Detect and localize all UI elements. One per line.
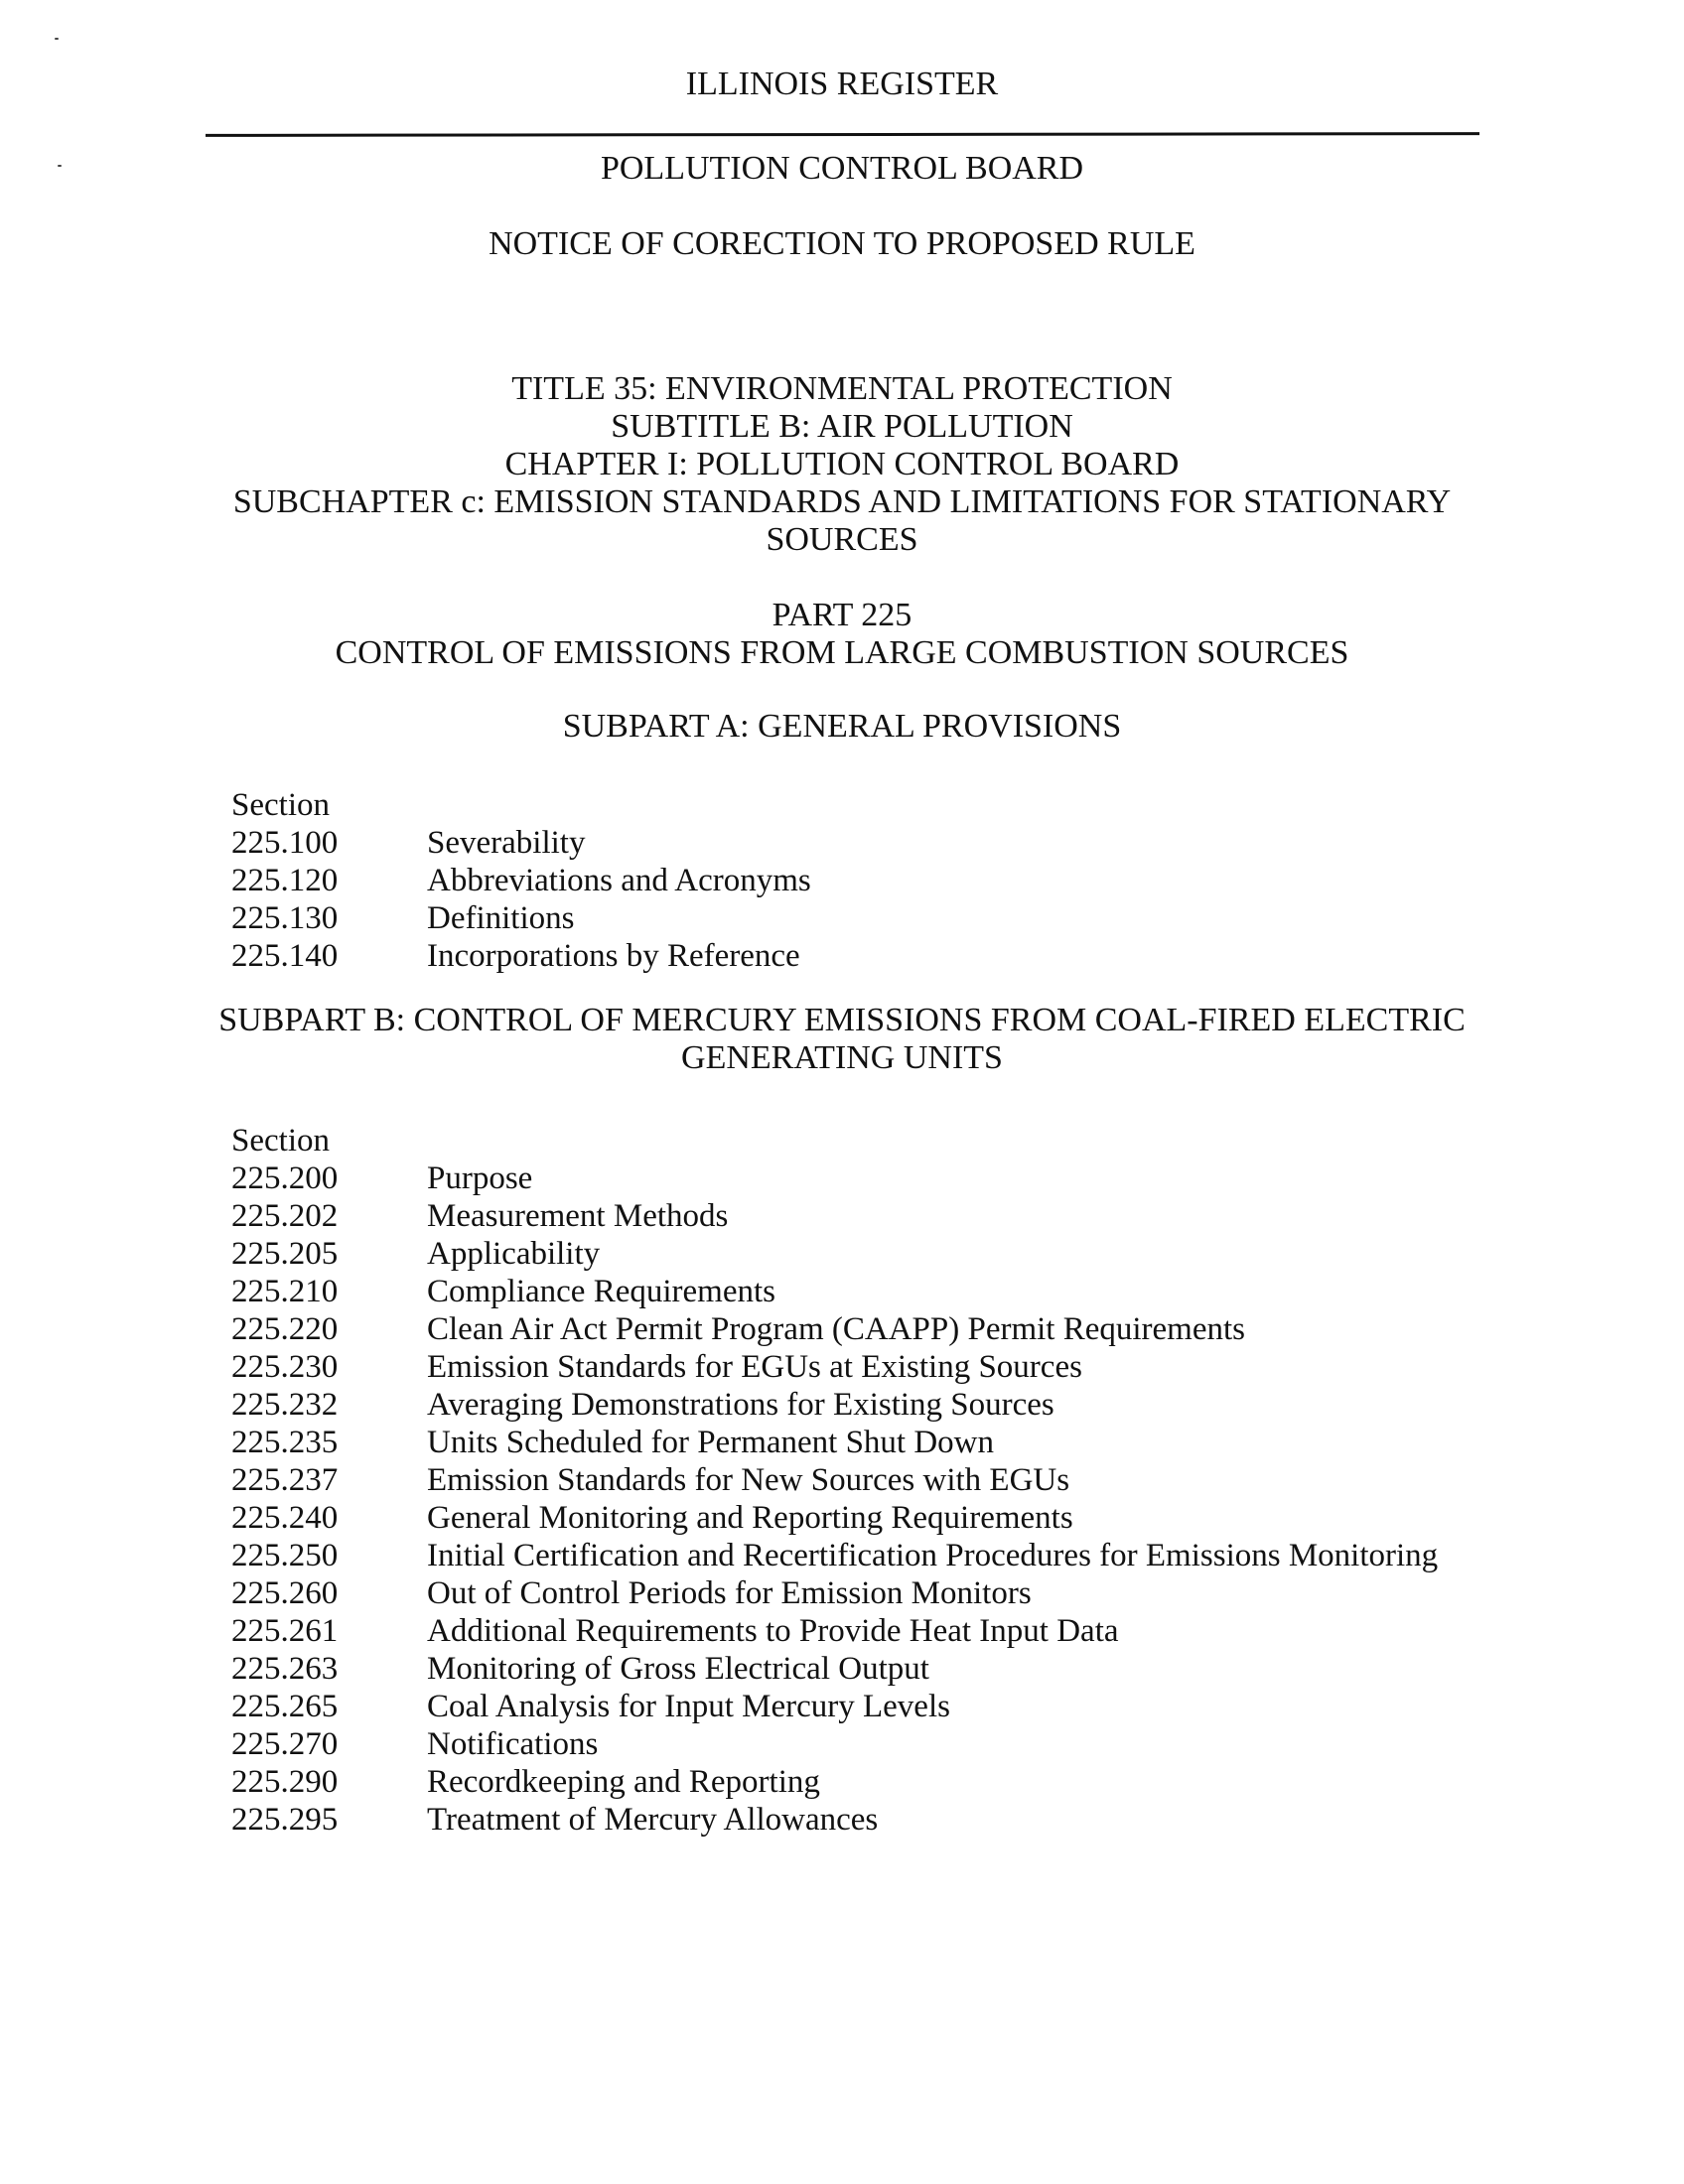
section-title: Purpose bbox=[427, 1160, 533, 1196]
toc-row bbox=[231, 1537, 1438, 1574]
toc-row bbox=[231, 1574, 1438, 1612]
toc-row bbox=[231, 824, 811, 862]
section-title: Monitoring of Gross Electrical Output bbox=[427, 1651, 929, 1687]
section-title: Clean Air Act Permit Program (CAAPP) Permit Requirements bbox=[427, 1311, 1246, 1347]
section-number: 225.120 bbox=[231, 863, 339, 898]
section-title: Units Scheduled for Permanent Shut Down bbox=[427, 1425, 995, 1460]
section-number: 225.235 bbox=[231, 1425, 339, 1460]
toc-row bbox=[231, 1612, 1438, 1650]
toc-row bbox=[231, 1763, 1438, 1801]
scan-speck bbox=[55, 38, 59, 40]
section-number: 225.205 bbox=[231, 1236, 339, 1272]
subchapter-line-1: SUBCHAPTER c: EMISSION STANDARDS AND LIMITATIONS FOR STATIONARY bbox=[232, 483, 1452, 520]
toc-row bbox=[231, 1801, 1438, 1839]
section-title: Out of Control Periods for Emission Monitors bbox=[427, 1575, 1032, 1611]
notice-title: NOTICE OF CORECTION TO PROPOSED RULE bbox=[489, 225, 1195, 262]
toc-row bbox=[231, 937, 811, 975]
section-title: Recordkeeping and Reporting bbox=[427, 1764, 820, 1800]
title-line: TITLE 35: ENVIRONMENTAL PROTECTION bbox=[511, 370, 1173, 407]
section-number: 225.265 bbox=[231, 1689, 339, 1724]
section-number: 225.232 bbox=[231, 1387, 339, 1423]
part-number: PART 225 bbox=[772, 597, 912, 633]
toc-row bbox=[231, 1310, 1438, 1348]
toc-row bbox=[231, 862, 811, 899]
toc-row bbox=[231, 899, 811, 937]
subpart-b-heading-line-2: GENERATING UNITS bbox=[681, 1039, 1003, 1076]
section-number: 225.210 bbox=[231, 1274, 339, 1309]
section-title: Definitions bbox=[427, 900, 575, 936]
section-title: Averaging Demonstrations for Existing Sources bbox=[427, 1387, 1054, 1423]
section-title: Measurement Methods bbox=[427, 1198, 729, 1234]
header-rule bbox=[206, 132, 1479, 137]
toc-row bbox=[231, 1235, 1438, 1273]
toc-row bbox=[231, 1197, 1438, 1235]
section-number: 225.270 bbox=[231, 1726, 339, 1762]
section-number: 225.100 bbox=[231, 825, 339, 861]
register-title: ILLINOIS REGISTER bbox=[685, 66, 999, 102]
section-number: 225.202 bbox=[231, 1198, 339, 1234]
section-number: 225.220 bbox=[231, 1311, 339, 1347]
subchapter-line-2: SOURCES bbox=[766, 521, 918, 558]
section-number: 225.200 bbox=[231, 1160, 339, 1196]
section-number: 225.230 bbox=[231, 1349, 339, 1385]
toc-row bbox=[231, 1461, 1438, 1499]
subpart-a-heading: SUBPART A: GENERAL PROVISIONS bbox=[562, 708, 1122, 745]
toc-row bbox=[231, 1688, 1438, 1725]
toc-row bbox=[231, 1348, 1438, 1386]
subtitle-line: SUBTITLE B: AIR POLLUTION bbox=[611, 408, 1073, 445]
section-title: Abbreviations and Acronyms bbox=[427, 863, 811, 898]
section-title: Emission Standards for EGUs at Existing Sources bbox=[427, 1349, 1082, 1385]
subpart-a-section-list bbox=[231, 786, 811, 975]
toc-row bbox=[231, 1160, 1438, 1197]
toc-row bbox=[231, 1273, 1438, 1310]
toc-row bbox=[231, 1424, 1438, 1461]
section-title: Treatment of Mercury Allowances bbox=[427, 1802, 879, 1838]
section-number: 225.237 bbox=[231, 1462, 339, 1498]
toc-row bbox=[231, 1725, 1438, 1763]
section-title: Initial Certification and Recertification Procedures for Emissions Monitoring bbox=[427, 1538, 1439, 1573]
section-title: Additional Requirements to Provide Heat Input Data bbox=[427, 1613, 1119, 1649]
section-number: 225.140 bbox=[231, 938, 339, 974]
part-title: CONTROL OF EMISSIONS FROM LARGE COMBUSTION SOURCES bbox=[335, 634, 1349, 671]
section-title: Compliance Requirements bbox=[427, 1274, 775, 1309]
section-title: Notifications bbox=[427, 1726, 599, 1762]
toc-row bbox=[231, 1650, 1438, 1688]
section-title: Emission Standards for New Sources with EGUs bbox=[427, 1462, 1070, 1498]
section-title: General Monitoring and Reporting Requirements bbox=[427, 1500, 1073, 1536]
section-title: Coal Analysis for Input Mercury Levels bbox=[427, 1689, 950, 1724]
section-number: 225.295 bbox=[231, 1802, 339, 1838]
section-title: Severability bbox=[427, 825, 586, 861]
section-number: 225.250 bbox=[231, 1538, 339, 1573]
section-number: 225.261 bbox=[231, 1613, 339, 1649]
toc-row bbox=[231, 1386, 1438, 1424]
section-number: 225.240 bbox=[231, 1500, 339, 1536]
subpart-b-section-list bbox=[231, 1122, 1438, 1839]
subpart-b-heading-line-1: SUBPART B: CONTROL OF MERCURY EMISSIONS FROM COAL-FIRED ELECTRIC bbox=[218, 1002, 1466, 1038]
section-title: Incorporations by Reference bbox=[427, 938, 800, 974]
chapter-line: CHAPTER I: POLLUTION CONTROL BOARD bbox=[504, 446, 1180, 482]
section-label: Section bbox=[231, 1123, 330, 1159]
section-number: 225.263 bbox=[231, 1651, 339, 1687]
agency-name: POLLUTION CONTROL BOARD bbox=[600, 150, 1084, 187]
section-number: 225.290 bbox=[231, 1764, 339, 1800]
section-number: 225.130 bbox=[231, 900, 339, 936]
section-number: 225.260 bbox=[231, 1575, 339, 1611]
toc-row bbox=[231, 1499, 1438, 1537]
section-title: Applicability bbox=[427, 1236, 601, 1272]
section-label: Section bbox=[231, 787, 330, 823]
